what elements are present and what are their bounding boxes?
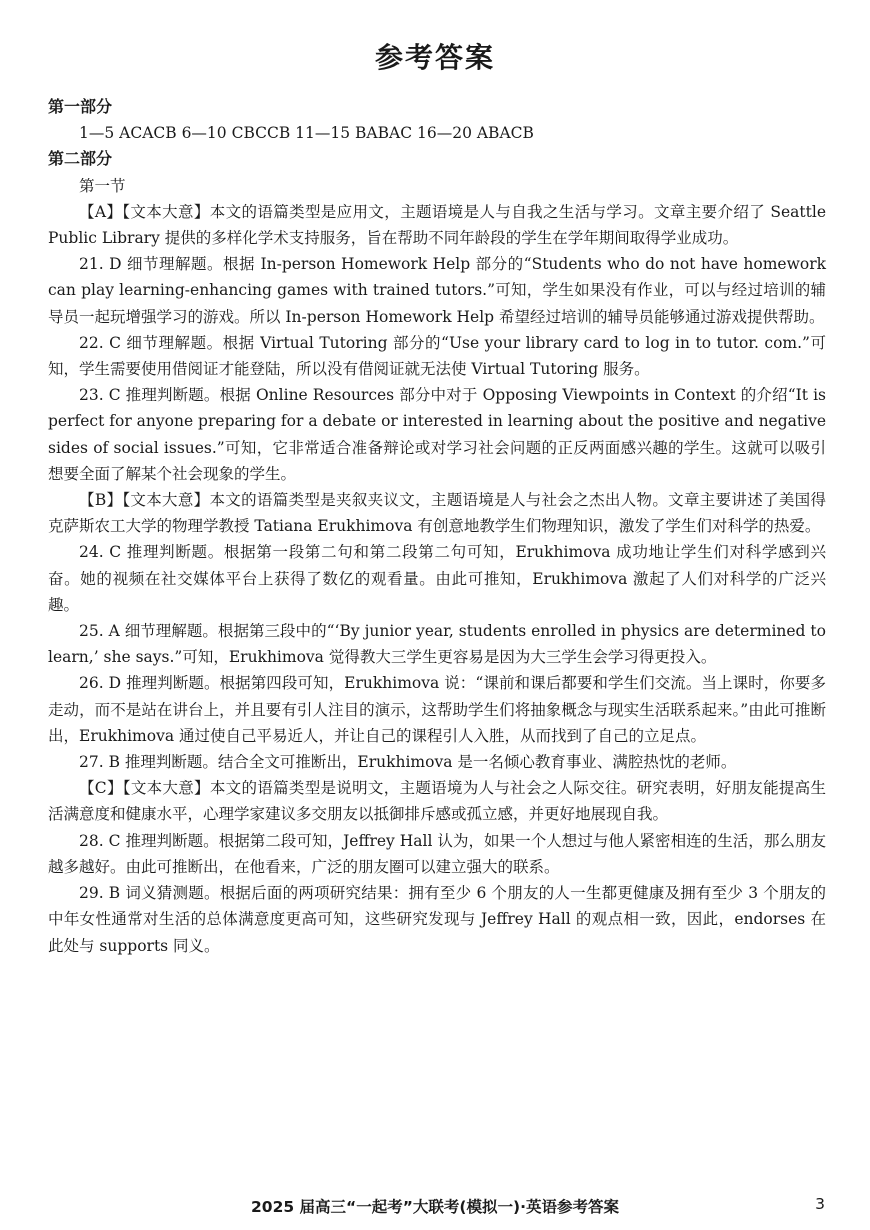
section-label: 第一节 bbox=[79, 176, 126, 195]
answer-29: 29. B 词义猜测题。根据后面的两项研究结果：拥有至少 6 个朋友的人一生都更健康及拥有至少 3 个朋友的中年女性通常对生活的总体满意度更高可知，这些研究发现与 Jeffrey Hall 的观点相一致，因此，endorses 在此处与 supports 同义。 bbox=[48, 884, 826, 955]
answer-content bbox=[48, 94, 826, 959]
part1-answers: 1—5 ACACB 6—10 CBCCB 11—15 BABAC 16—20 ABACB bbox=[79, 124, 534, 143]
answer-28: 28. C 推理判断题。根据第二段可知，Jeffrey Hall 认为，如果一个人想过与他人紧密相连的生活，那么朋友越多越好。由此可推断出，在他看来，广泛的朋友圈可以建立强大的联系。 bbox=[48, 831, 826, 876]
answer-21: 21. D 细节理解题。根据 In-person Homework Help 部分的“Students who do not have homework can play learning-enhancing games with trained tutors.”可知，学生如果没有作业，可以与经过培训的辅导员一起玩增强学习的游戏。所以 In-person Homework Help 希望经过培训的辅导员能够通过游戏提供帮助。 bbox=[48, 255, 826, 326]
part1-heading: 第一部分 bbox=[48, 97, 113, 116]
answer-22: 22. C 细节理解题。根据 Virtual Tutoring 部分的“Use your library card to log in to tutor. com.”可知，学生需要使用借阅证才能登陆，所以没有借阅证就无法使 Virtual Tutoring 服务。 bbox=[48, 333, 826, 379]
answer-24: 24. C 推理判断题。根据第一段第二句和第二段第二句可知，Erukhimova 成功地让学生们对科学感到兴奋。她的视频在社交媒体平台上获得了数亿的观看量。由此可推知，Erukhimova 激起了人们对科学的广泛兴趣。 bbox=[48, 543, 826, 614]
page-title: 参考答案 bbox=[374, 41, 495, 74]
answer-27: 27. B 推理判断题。结合全文可推断出，Erukhimova 是一名倾心教育事业、满腔热忱的老师。 bbox=[79, 753, 737, 772]
page-number: 3 bbox=[815, 1195, 825, 1213]
passage-a-summary: 【A】【文本大意】本文的语篇类型是应用文，主题语境是人与自我之生活与学习。文章主要介绍了 Seattle Public Library 提供的多样化学术支持服务，旨在帮助不同年龄段的学生在学年期间取得学业成功。 bbox=[48, 202, 826, 248]
answer-23: 23. C 推理判断题。根据 Online Resources 部分中对于 Opposing Viewpoints in Context 的介绍“It is perfect for anyone preparing for a debate or interested in learning about the positive and negative sides of social issues.”可知，它非常适合准备辩论或对学习社会问题的正反两面感兴趣的学生。这就可以吸引想要全面了解某个社会现象的学生。 bbox=[48, 386, 826, 483]
page-footer: 2025 届高三“一起考”大联考(模拟一)·英语参考答案 bbox=[251, 1198, 619, 1216]
part2-heading: 第二部分 bbox=[48, 149, 113, 169]
answer-25: 25. A 细节理解题。根据第三段中的“‘By junior year, students enrolled in physics are determined to learn,’ she says.”可知，Erukhimova 觉得教大三学生更容易是因为大三学生会学习得更投入。 bbox=[48, 622, 826, 667]
passage-b-summary: 【B】【文本大意】本文的语篇类型是夹叙夹议文，主题语境是人与社会之杰出人物。文章主要讲述了美国得克萨斯农工大学的物理学教授 Tatiana Erukhimova 有创意地教学生们物理知识，激发了学生们对科学的热爱。 bbox=[48, 491, 826, 536]
passage-c-summary: 【C】【文本大意】本文的语篇类型是说明文，主题语境为人与社会之人际交往。研究表明，好朋友能提高生活满意度和健康水平，心理学家建议多交朋友以抵御排斥感或孤立感，并更好地展现自我。 bbox=[48, 779, 826, 824]
answer-26: 26. D 推理判断题。根据第四段可知，Erukhimova 说：“课前和课后都要和学生们交流。当上课时，你要多走动，而不是站在讲台上，并且要有引人注目的演示，这帮助学生们将抽象概念与现实生活联系起来。”由此可推断出，Erukhimova 通过使自己平易近人，并让自己的课程引人入胜，从而找到了自己的立足点。 bbox=[48, 674, 826, 745]
